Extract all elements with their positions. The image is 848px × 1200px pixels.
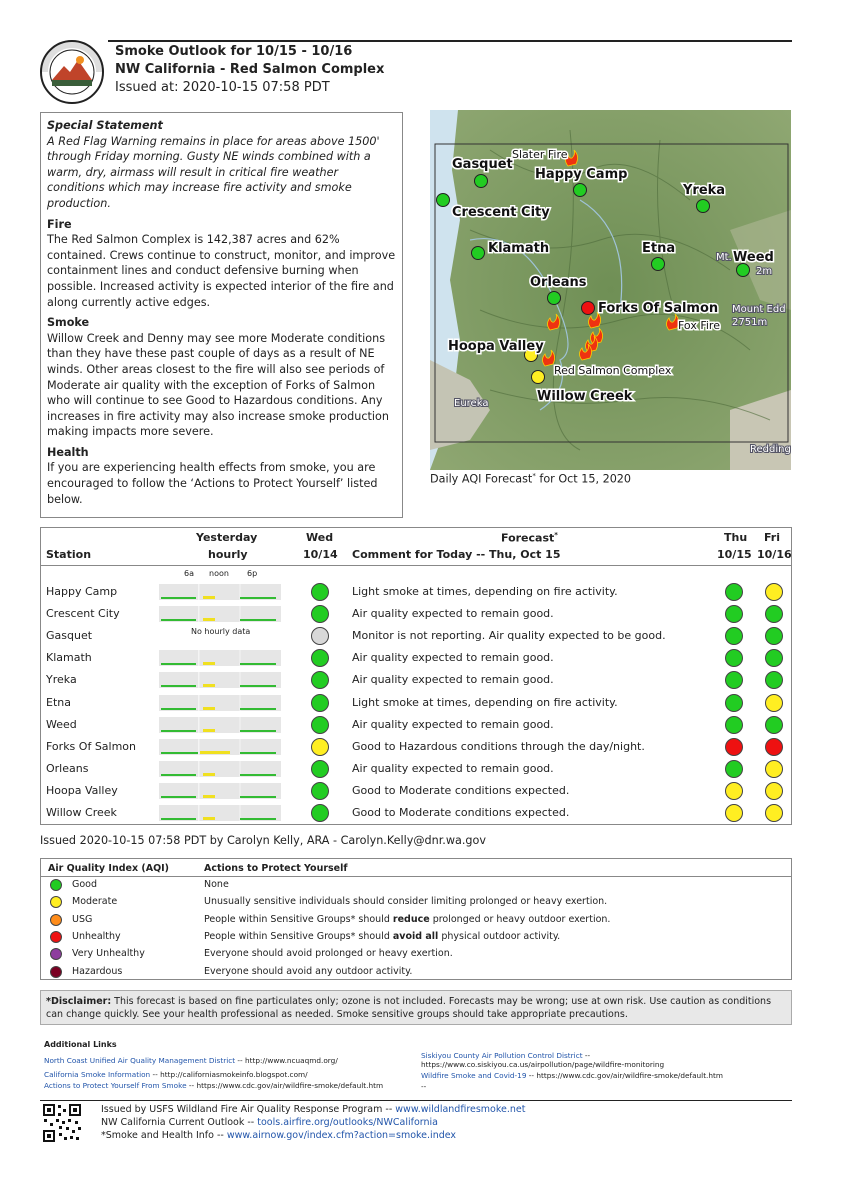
map-label-yreka: Yreka — [683, 183, 726, 198]
station-name: Orleans — [46, 761, 89, 775]
hourly-sparkline — [159, 584, 281, 600]
thu-aqi-dot — [725, 738, 743, 756]
legend-action: Everyone should avoid prolonged or heavy exertion. — [204, 948, 453, 960]
wed-aqi-dot — [311, 804, 329, 822]
col-forecast: Forecast* — [501, 531, 558, 545]
col-yesterday: Yesterday — [196, 531, 258, 544]
legend-action: None — [204, 879, 229, 890]
wed-aqi-dot — [311, 738, 329, 756]
legend-actions-heading: Actions to Protect Yourself — [204, 863, 348, 874]
wed-aqi-dot — [311, 782, 329, 800]
special-statement-heading: Special Statement — [47, 119, 163, 132]
smoke-text: Willow Creek and Denny may see more Moderate conditions than they have these past couple of days as a result of NE winds. Other areas closest to the fire will also see periods of Moderate air quality with the exception of Forks of Salmon who will continue to see Good to Hazardous conditions. Any increases in fire activity may also increase smoke production making impacts more severe. — [47, 331, 389, 439]
map-label-orleans: Orleans — [530, 275, 587, 290]
legend-dot — [50, 966, 62, 978]
station-name: Willow Creek — [46, 806, 117, 819]
map-label-red-salmon-complex: Red Salmon Complex — [554, 364, 672, 377]
hourly-sparkline — [159, 805, 281, 821]
aqi-map[interactable] — [430, 110, 791, 470]
link-actions-protect[interactable]: Actions to Protect Yourself From Smoke -- https://www.cdc.gov/air/wildfire-smoke/default.htm — [44, 1081, 384, 1090]
link-ncuaqmd[interactable]: North Coast Unified Air Quality Management District -- http://www.ncuaqmd.org/ — [44, 1056, 338, 1065]
legend-dot — [50, 896, 62, 908]
legend-level: Unhealthy — [72, 930, 121, 942]
fri-aqi-dot — [765, 649, 783, 667]
footer-health-info[interactable]: *Smoke and Health Info -- www.airnow.gov/index.cfm?action=smoke.index — [101, 1130, 457, 1141]
hourly-sparkline — [159, 672, 281, 688]
map-label-klamath: Klamath — [488, 241, 550, 256]
map-label-mount-eddy: Mount Edd — [732, 304, 786, 315]
fri-aqi-dot — [765, 804, 783, 822]
map-label-happy-camp: Happy Camp — [535, 167, 628, 182]
health-heading: Health — [47, 445, 89, 459]
map-caption: Daily AQI Forecast* for Oct 15, 2020 — [430, 472, 632, 486]
hourly-sparkline — [159, 783, 281, 799]
hourly-sparkline — [159, 717, 281, 733]
special-statement-text: A Red Flag Warning remains in place for areas above 1500' through Friday morning. Gusty NE winds combined with a warm, dry, airmass will result in critical fire weather conditions which may increase fire activity and smoke production. — [47, 134, 380, 210]
col-station: Station — [46, 548, 92, 561]
forecast-comment: Good to Moderate conditions expected. — [352, 783, 570, 797]
legend-row — [41, 912, 791, 929]
forecast-comment: Light smoke at times, depending on fire activity. — [352, 695, 618, 709]
axis-noon: noon — [209, 569, 229, 578]
legend-row — [41, 946, 791, 963]
thu-aqi-dot — [725, 782, 743, 800]
wed-aqi-dot — [311, 605, 329, 623]
issued-by: Issued 2020-10-15 07:58 PDT by Carolyn Kelly, ARA - Carolyn.Kelly@dnr.wa.gov — [40, 834, 486, 847]
hourly-sparkline — [159, 739, 281, 755]
hourly-sparkline — [159, 695, 281, 711]
fri-aqi-dot — [765, 694, 783, 712]
forecast-comment: Air quality expected to remain good. — [352, 673, 554, 687]
forecast-comment: Good to Hazardous conditions through the day/night. — [352, 739, 645, 753]
map-label-willow-creek: Willow Creek — [537, 389, 633, 404]
wed-aqi-dot — [311, 671, 329, 689]
thu-aqi-dot — [725, 694, 743, 712]
hourly-sparkline — [159, 650, 281, 666]
legend-dot — [50, 948, 62, 960]
legend-action: People within Sensitive Groups* should avoid all physical outdoor activity. — [204, 930, 561, 942]
forecast-comment: Light smoke at times, depending on fire activity. — [352, 585, 618, 598]
outlook-title: Smoke Outlook for 10/15 - 10/16 — [115, 44, 353, 59]
outlook-region: NW California - Red Salmon Complex — [115, 62, 385, 77]
wed-aqi-dot — [311, 649, 329, 667]
link-trailing-dash: -- — [421, 1082, 427, 1091]
map-label-mount-eddy-elev: 2751m — [732, 317, 768, 328]
legend-dot — [50, 914, 62, 926]
thu-aqi-dot — [725, 627, 743, 645]
forecast-comment: Good to Moderate conditions expected. — [352, 806, 570, 819]
link-siskiyou-url[interactable]: https://www.co.siskiyou.ca.us/airpollution/page/wildfire-monitoring — [421, 1060, 665, 1069]
col-wed-date: 10/14 — [303, 548, 338, 561]
legend-row — [41, 929, 791, 946]
map-label-crescent-city: Crescent City — [452, 205, 550, 220]
legend-dot — [50, 931, 62, 943]
link-covid[interactable]: Wildfire Smoke and Covid-19 -- https://www.cdc.gov/air/wildfire-smoke/default.htm — [421, 1071, 723, 1080]
thu-aqi-dot — [725, 671, 743, 689]
col-hourly: hourly — [208, 548, 248, 561]
fri-aqi-dot — [765, 760, 783, 778]
axis-6p: 6p — [247, 569, 258, 578]
map-label-fox-fire: Fox Fire — [678, 319, 720, 332]
station-name: Crescent City — [46, 607, 120, 621]
fire-text: The Red Salmon Complex is 142,387 acres and 62% contained. Crews continue to construct, monitor, and improve containment lines and conduct defensive burning when possible. Increased activity is expected interior of the fire and along currently active edges. — [47, 233, 396, 309]
forecast-comment: Air quality expected to remain good. — [352, 717, 554, 731]
legend-level: Very Unhealthy — [72, 948, 145, 960]
header-rule — [108, 40, 792, 42]
hourly-sparkline — [159, 761, 281, 777]
station-name: Klamath — [46, 651, 92, 665]
station-name: Yreka — [46, 673, 77, 687]
thu-aqi-dot — [725, 760, 743, 778]
fri-aqi-dot — [765, 627, 783, 645]
legend-action: People within Sensitive Groups* should reduce prolonged or heavy outdoor exertion. — [204, 913, 611, 925]
station-name: Weed — [46, 717, 77, 731]
qr-code — [42, 1103, 82, 1143]
legend-row — [41, 964, 791, 981]
fri-aqi-dot — [765, 583, 783, 601]
col-fri: Fri — [764, 531, 781, 544]
legend-row — [41, 894, 791, 911]
smoke-heading: Smoke — [47, 316, 90, 330]
map-label-mt: Mt. — [716, 252, 732, 263]
fri-aqi-dot — [765, 782, 783, 800]
col-thu-date: 10/15 — [717, 548, 752, 561]
legend-level: Moderate — [72, 896, 118, 908]
thu-aqi-dot — [725, 583, 743, 601]
map-label-slater-fire: Slater Fire — [512, 148, 568, 161]
wed-aqi-dot — [311, 694, 329, 712]
program-logo — [40, 40, 104, 104]
forecast-comment: Air quality expected to remain good. — [352, 607, 554, 621]
station-name: Forks Of Salmon — [46, 739, 137, 753]
thu-aqi-dot — [725, 804, 743, 822]
footer-rule — [40, 1100, 792, 1101]
fri-aqi-dot — [765, 716, 783, 734]
issued-at: Issued at: 2020-10-15 07:58 PDT — [115, 80, 330, 95]
fri-aqi-dot — [765, 605, 783, 623]
forecast-table — [40, 527, 792, 825]
legend-level: Good — [72, 879, 98, 890]
legend-aqi-heading: Air Quality Index (AQI) — [48, 863, 170, 874]
fire-heading: Fire — [47, 217, 72, 231]
station-name: Happy Camp — [46, 585, 118, 598]
statement-box — [40, 112, 403, 518]
map-label-hoopa-valley: Hoopa Valley — [448, 339, 544, 354]
thu-aqi-dot — [725, 649, 743, 667]
no-hourly-data: No hourly data — [191, 627, 251, 637]
legend-dot — [50, 879, 62, 891]
map-label-gasquet: Gasquet — [452, 157, 513, 172]
axis-6a: 6a — [184, 569, 194, 578]
map-label-weed: Weed — [733, 250, 774, 265]
wed-aqi-dot — [311, 627, 329, 645]
forecast-comment: Air quality expected to remain good. — [352, 761, 554, 775]
wed-aqi-dot — [311, 583, 329, 601]
station-name: Etna — [46, 695, 71, 709]
wed-aqi-dot — [311, 760, 329, 778]
map-label-eureka: Eureka — [454, 398, 489, 409]
col-wed: Wed — [306, 531, 334, 544]
footer-issued-by[interactable]: Issued by USFS Wildland Fire Air Quality Response Program -- www.wildlandfiresmoke.net — [101, 1104, 526, 1115]
station-name: Gasquet — [46, 629, 93, 643]
col-comment: Comment for Today -- Thu, Oct 15 — [352, 548, 561, 561]
map-label-redding: Redding — [750, 444, 791, 455]
hourly-sparkline — [159, 606, 281, 622]
disclaimer: *Disclaimer: This forecast is based on fine particulates only; ozone is not included. Forecasts may be wrong; use at own risk. Use caution as conditions can change quickly. See your health professional as needed. Smoke sensitive groups should take appropriate precautions. — [40, 990, 792, 1025]
legend-level: Hazardous — [72, 965, 123, 977]
map-label-forks-of-salmon: Forks Of Salmon — [598, 301, 719, 316]
legend-action: Everyone should avoid any outdoor activity. — [204, 965, 413, 977]
legend-level: USG — [72, 913, 93, 925]
fri-aqi-dot — [765, 671, 783, 689]
footer-current-outlook[interactable]: NW California Current Outlook -- tools.airfire.org/outlooks/NWCalifornia — [101, 1117, 438, 1128]
aqi-legend — [40, 858, 792, 980]
forecast-comment: Monitor is not reporting. Air quality expected to be good. — [352, 629, 666, 643]
legend-row — [41, 877, 791, 894]
col-fri-date: 10/16 — [757, 548, 792, 561]
forecast-comment: Air quality expected to remain good. — [352, 651, 554, 665]
station-name: Hoopa Valley — [46, 783, 118, 797]
legend-action: Unusually sensitive individuals should consider limiting prolonged or heavy exertion. — [204, 896, 608, 908]
wed-aqi-dot — [311, 716, 329, 734]
link-california-smoke[interactable]: California Smoke Information -- http://californiasmokeinfo.blogspot.com/ — [44, 1070, 308, 1079]
thu-aqi-dot — [725, 716, 743, 734]
additional-links-heading: Additional Links — [44, 1040, 117, 1049]
map-label-etna: Etna — [642, 241, 676, 256]
link-siskiyou[interactable]: Siskiyou County Air Pollution Control District -- — [421, 1051, 591, 1060]
map-label-mt-elev: 2m — [756, 266, 773, 277]
health-text: If you are experiencing health effects from smoke, you are encouraged to follow the ‘Actions to Protect Yourself’ listed below. — [47, 461, 378, 506]
fri-aqi-dot — [765, 738, 783, 756]
thu-aqi-dot — [725, 605, 743, 623]
col-thu: Thu — [724, 531, 748, 544]
